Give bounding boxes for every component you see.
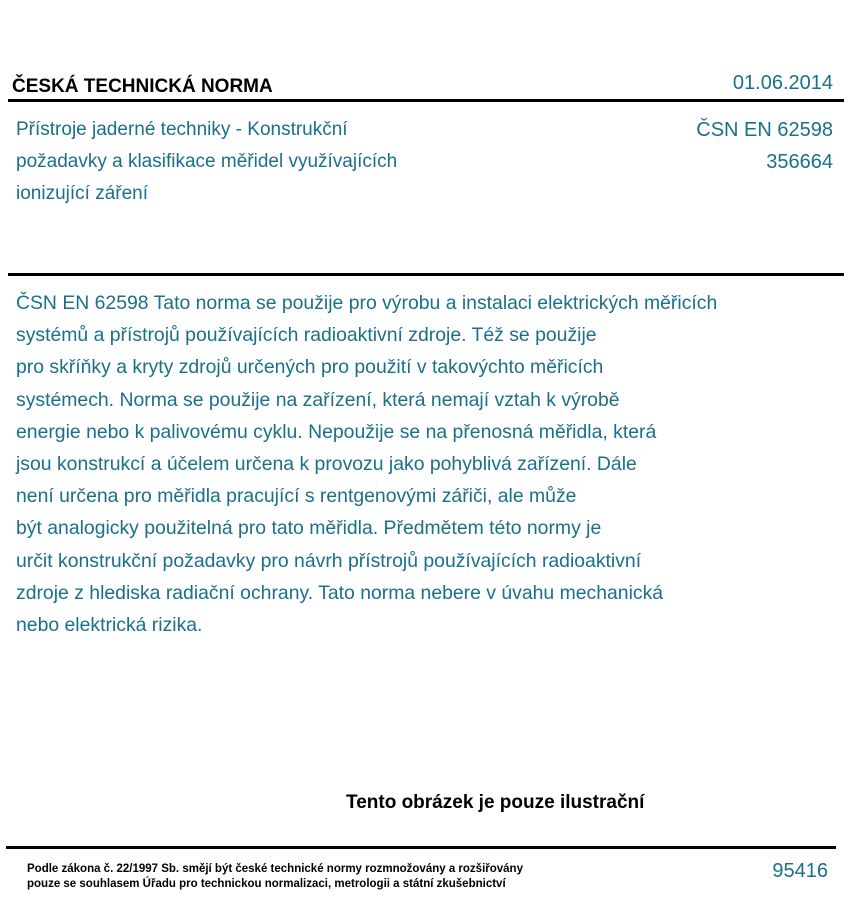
description-line: energie nebo k palivovému cyklu. Nepoužije se na přenosná měřidla, která [16, 420, 657, 443]
standard-subject [16, 114, 496, 210]
subject-line: ionizující záření [16, 183, 149, 204]
standard-number: 356664 [766, 151, 833, 173]
description-line: nebo elektrická rizika. [16, 614, 203, 637]
description-line: systémech. Norma se použije na zařízení, která nemají vztah k výrobě [16, 388, 620, 411]
subject-line: Přístroje jaderné techniky - Konstrukční [16, 119, 348, 140]
top-divider [8, 99, 844, 102]
legal-notice [27, 862, 523, 892]
document-title: ČESKÁ TECHNICKÁ NORMA [12, 76, 273, 97]
document-date: 01.06.2014 [732, 72, 833, 94]
description-line: není určena pro měřidla pracující s rentgenovými zářiči, ale může [16, 485, 577, 508]
description-line: zdroje z hlediska radiační ochrany. Tato norma nebere v úvahu mechanická [16, 581, 664, 604]
legal-line: pouze se souhlasem Úřadu pro technickou normalizaci, metrologii a státní zkušebnictví [27, 878, 506, 890]
standard-identifiers [696, 114, 833, 178]
catalog-number: 95416 [772, 860, 828, 882]
standard-code: ČSN EN 62598 [696, 119, 833, 141]
legal-line: Podle zákona č. 22/1997 Sb. smějí být české technické normy rozmnožovány a rozšiřovány [27, 863, 523, 875]
bottom-divider [6, 846, 836, 849]
description-line: být analogicky použitelná pro tato měřidla. Předmětem této normy je [16, 517, 602, 540]
middle-divider [8, 273, 844, 276]
illustration-notice: Tento obrázek je pouze ilustrační [346, 792, 645, 813]
description-line: systémů a přístrojů používajících radioaktivní zdroje. Též se použije [16, 324, 597, 347]
description-line: jsou konstrukcí a účelem určena k provozu jako pohyblivá zařízení. Dále [16, 453, 637, 476]
description-line: určit konstrukční požadavky pro návrh přístrojů používajících radioaktivní [16, 549, 642, 572]
description-line: pro skříňky a kryty zdrojů určených pro použití v takovýchto měřicích [16, 356, 604, 379]
description-line: ČSN EN 62598 Tato norma se použije pro výrobu a instalaci elektrických měřicích [16, 292, 718, 314]
subject-line: požadavky a klasifikace měřidel využívajících [16, 151, 398, 172]
standard-description [16, 287, 816, 641]
